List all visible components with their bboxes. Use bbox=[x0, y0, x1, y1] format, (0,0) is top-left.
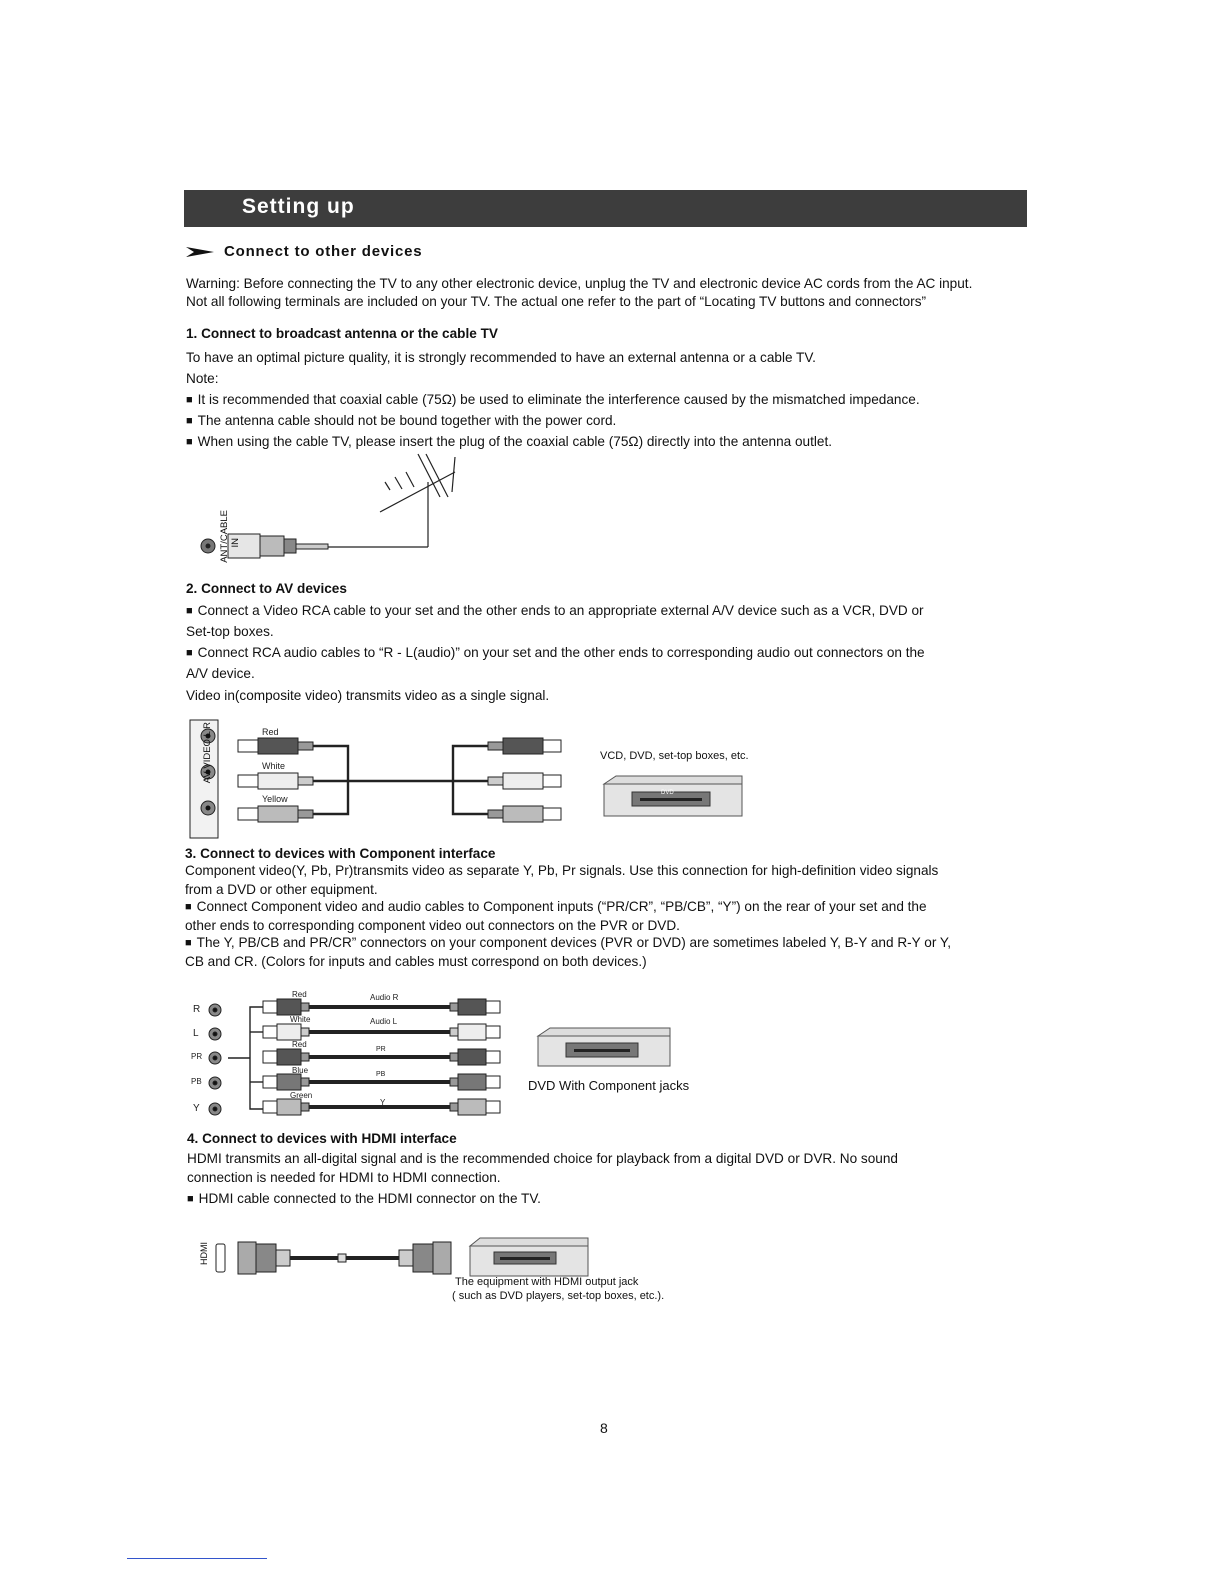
comp-name-2: Audio L bbox=[370, 1017, 398, 1026]
section1-bullet-2: ■ The antenna cable should not be bound together with the power cord. bbox=[186, 412, 616, 431]
arrow-icon bbox=[186, 246, 214, 258]
jack-label-pb: PB bbox=[191, 1077, 202, 1086]
section3-line-5: ■ The Y, PB/CB and PR/CR” connectors on your component devices (PVR or DVD) are sometimes labeled Y, B-Y and R-Y or Y, bbox=[185, 934, 951, 953]
rca-plugs-right bbox=[488, 738, 561, 822]
hdmi-port-icon bbox=[216, 1244, 225, 1272]
hdmi-port-label: HDMI bbox=[199, 1242, 209, 1265]
comp-name-4: PB bbox=[376, 1071, 386, 1078]
section2-heading: 2. Connect to AV devices bbox=[186, 581, 347, 596]
section3-line-4: other ends to corresponding component video out connectors on the PVR or DVD. bbox=[185, 918, 680, 933]
section2-line-4: A/V device. bbox=[186, 666, 255, 681]
hdmi-caption-2: ( such as DVD players, set-top boxes, etc.). bbox=[452, 1290, 665, 1302]
warning-line-2: Not all following terminals are included on your TV. The actual one refer to the part of “Locating TV buttons and connectors” bbox=[186, 294, 927, 309]
section1-note: Note: bbox=[186, 371, 219, 386]
hdmi-dvd-icon bbox=[470, 1238, 588, 1276]
page-title: Setting up bbox=[242, 195, 355, 218]
antenna-diagram bbox=[190, 452, 480, 582]
dvd-logo: DVD bbox=[661, 790, 674, 796]
coax-plug-icon bbox=[228, 534, 328, 558]
section3-line-1: Component video(Y, Pb, Pr)transmits video as separate Y, Pb, Pr signals. Use this connection for high-definition video signals bbox=[185, 863, 939, 878]
comp-color-5: Green bbox=[290, 1091, 313, 1100]
comp-color-2: White bbox=[290, 1015, 311, 1024]
comp-color-3: Red bbox=[292, 1040, 307, 1049]
hdmi-diagram bbox=[214, 1236, 594, 1280]
jack-label-r: R bbox=[193, 1004, 201, 1015]
ant-in-label: IN bbox=[230, 538, 241, 548]
cable-label-red: Red bbox=[262, 727, 279, 737]
section2-line-1: ■ Connect a Video RCA cable to your set and the other ends to an appropriate external A/V device such as a VCR, DVD or bbox=[186, 602, 924, 621]
subheading bbox=[186, 243, 422, 260]
section2-line-5: Video in(composite video) transmits video as a single signal. bbox=[186, 688, 550, 703]
section4-line-1: HDMI transmits an all-digital signal and is the recommended choice for playback from a digital DVD or DVR. No sound bbox=[187, 1151, 898, 1166]
component-diagram bbox=[188, 990, 518, 1118]
section-banner bbox=[184, 190, 1027, 227]
section4-line-3: ■ HDMI cable connected to the HDMI connector on the TV. bbox=[187, 1190, 541, 1209]
component-device-caption: DVD With Component jacks bbox=[528, 1078, 690, 1093]
section2-line-2: Set-top boxes. bbox=[186, 624, 274, 639]
cable-label-white: White bbox=[262, 761, 286, 771]
comp-color-1: Red bbox=[292, 990, 307, 999]
jack-label-pr: PR bbox=[191, 1052, 203, 1061]
section2-line-3: ■ Connect RCA audio cables to “R - L(audio)” on your set and the other ends to corresponding audio out connectors on the bbox=[186, 644, 925, 663]
hdmi-cable-icon bbox=[238, 1242, 451, 1274]
section3-line-6: CB and CR. (Colors for inputs and cables must correspond on both devices.) bbox=[185, 954, 647, 969]
section1-heading: 1. Connect to broadcast antenna or the cable TV bbox=[186, 326, 498, 341]
footer-divider bbox=[127, 1558, 267, 1559]
warning-line-1: Warning: Before connecting the TV to any other electronic device, unplug the TV and electronic device AC cords from the AC input. bbox=[186, 276, 973, 291]
section4-line-2: connection is needed for HDMI to HDMI connection. bbox=[187, 1170, 501, 1185]
comp-name-5: Y bbox=[380, 1098, 386, 1107]
section1-bullet-1: ■ It is recommended that coaxial cable (75Ω) be used to eliminate the interference caused by the mismatched impedance. bbox=[186, 391, 920, 410]
rca-plugs-left bbox=[238, 738, 313, 822]
antenna-icon bbox=[380, 454, 455, 547]
jack-label-y: Y bbox=[193, 1103, 200, 1114]
page-number: 8 bbox=[600, 1420, 608, 1436]
section3-heading: 3. Connect to devices with Component interface bbox=[185, 846, 496, 861]
cable-label-yellow: Yellow bbox=[262, 794, 288, 804]
comp-name-3: PR bbox=[376, 1046, 386, 1053]
section4-heading: 4. Connect to devices with HDMI interface bbox=[187, 1131, 457, 1146]
section1-intro: To have an optimal picture quality, it is strongly recommended to have an external antenna or a cable TV. bbox=[186, 350, 816, 365]
dvd-player-icon bbox=[602, 774, 744, 818]
section3-line-2: from a DVD or other equipment. bbox=[185, 882, 378, 897]
dvd-component-icon bbox=[536, 1026, 672, 1068]
comp-name-1: Audio R bbox=[370, 993, 399, 1002]
section1-bullet-3: ■ When using the cable TV, please insert the plug of the coaxial cable (75Ω) directly into the antenna outlet. bbox=[186, 433, 832, 452]
jack-label-l: L bbox=[193, 1028, 199, 1039]
av-device-caption: VCD, DVD, set-top boxes, etc. bbox=[600, 750, 749, 762]
av-diagram bbox=[188, 716, 568, 844]
comp-color-4: Blue bbox=[292, 1066, 309, 1075]
hdmi-caption-1: The equipment with HDMI output jack bbox=[455, 1276, 639, 1288]
section3-line-3: ■ Connect Component video and audio cables to Component inputs (“PR/CR”, “PB/CB”, “Y”) on the rear of your set and the bbox=[185, 898, 927, 917]
av-panel-label: AV VIDEO L R bbox=[202, 722, 213, 784]
ant-cable-label: ANT/CABLE bbox=[219, 510, 230, 563]
subheading-text: Connect to other devices bbox=[224, 243, 423, 260]
